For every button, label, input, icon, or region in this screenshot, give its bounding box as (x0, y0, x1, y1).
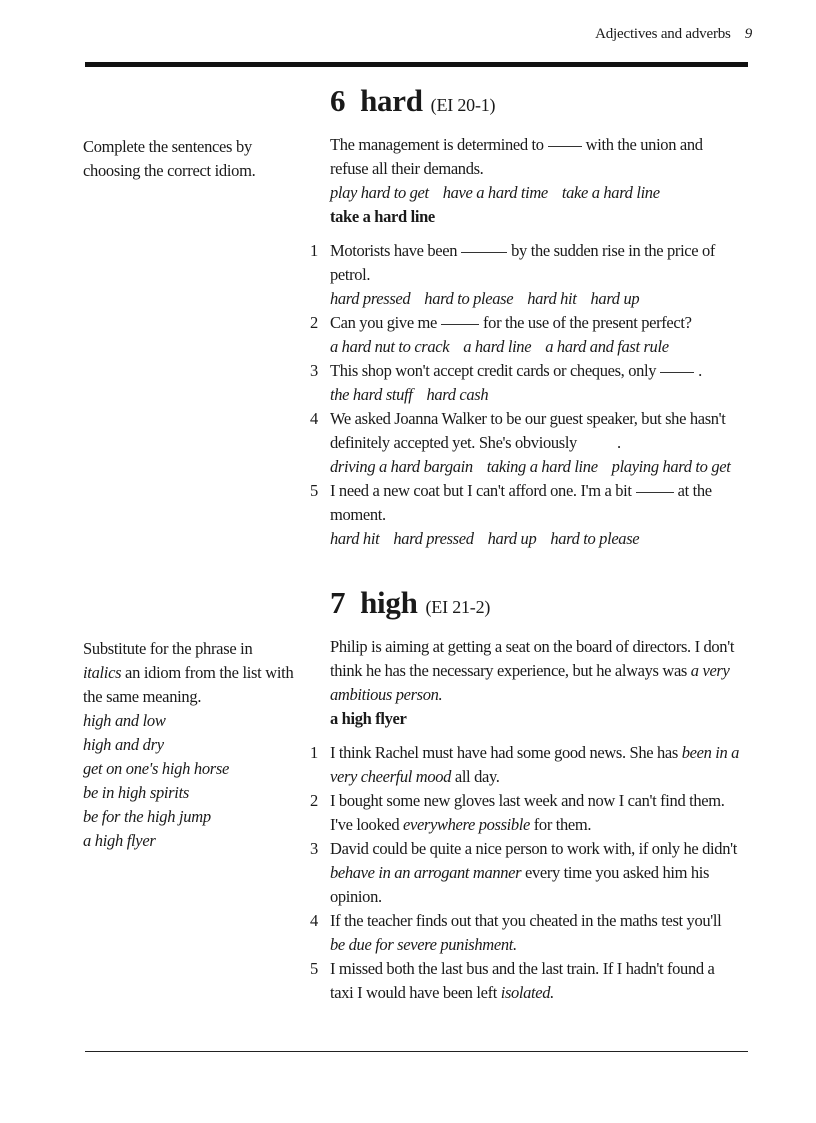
chapter-title: Adjectives and adverbs (595, 26, 731, 42)
running-header (595, 26, 752, 43)
item-number: 3 (310, 839, 318, 858)
item-number: 3 (310, 361, 318, 380)
item-options: the hard stuff hard cash (330, 385, 489, 404)
exercise-item-5: 5 I missed both the last bus and the last train. If I hadn't found a taxi I would have been left isolated. (310, 959, 715, 1002)
section-6-example (330, 133, 750, 229)
answer-blank (461, 252, 507, 253)
idiom-list-item: a high flyer (83, 831, 156, 850)
exercise-item-2: 2 I bought some new gloves last week and now I can't find them. I've looked everywhere possible for them. (310, 791, 725, 834)
exercise-item-5: 5 I need a new coat but I can't afford one. I'm a bit at the moment. hard hit hard pressed hard up hard to please (330, 479, 760, 551)
idiom-list-item: get on one's high horse (83, 759, 230, 778)
option: take a hard line (561, 183, 660, 202)
answer-blank (636, 492, 674, 493)
section-7-ref: (EI 21-2) (425, 597, 491, 617)
item-number: 1 (310, 743, 318, 762)
instruction-line: Complete the sentences by (83, 137, 252, 156)
section-7-number: 7 (330, 585, 346, 620)
example-line: think he has the necessary experience, but he always was a very (330, 661, 730, 680)
example-line: The management is determined to with the union and (330, 135, 703, 154)
exercise-item-3: 3 This shop won't accept credit cards or cheques, only . the hard stuff hard cash (330, 359, 760, 407)
section-7-example (330, 635, 750, 731)
answer-blank (660, 372, 694, 373)
exercise-item-3: 3 David could be quite a nice person to work with, if only he didn't behave in an arrogant manner every time you asked him his opinion. (310, 839, 737, 906)
section-7-word: high (360, 585, 418, 620)
option: have a hard time (442, 183, 548, 202)
item-number: 4 (310, 911, 318, 930)
example-answer: take a hard line (330, 207, 435, 226)
instruction-line: Substitute for the phrase in (83, 639, 253, 658)
exercise-item-1: 1 Motorists have been by the sudden rise in the price of petrol. hard pressed hard to please hard hit hard up (330, 239, 760, 311)
option: play hard to get (330, 183, 429, 202)
example-answer: a high flyer (330, 709, 407, 728)
item-number: 2 (310, 313, 318, 332)
instruction-line: choosing the correct idiom. (83, 161, 256, 180)
item-number: 1 (310, 241, 318, 260)
item-options: driving a hard bargain taking a hard line playing hard to get (330, 457, 731, 476)
page-number: 9 (744, 26, 752, 42)
idiom-list (83, 709, 308, 853)
exercise-item-2: 2 Can you give me for the use of the present perfect? a hard nut to crack a hard line a hard and fast rule (330, 311, 760, 359)
instruction-line: italics an idiom from the list with (83, 663, 294, 682)
item-number: 4 (310, 409, 318, 428)
example-line: ambitious person. (330, 685, 443, 704)
answer-blank (441, 324, 479, 325)
section-7-instruction (83, 637, 308, 853)
section-6-word: hard (360, 83, 423, 118)
answer-blank (548, 146, 582, 147)
section-6-instruction (83, 135, 308, 183)
idiom-list-item: high and low (83, 711, 166, 730)
section-7-title (330, 585, 490, 621)
idiom-list-item: be for the high jump (83, 807, 211, 826)
item-number: 5 (310, 959, 318, 978)
instruction-line: the same meaning. (83, 687, 202, 706)
example-line: refuse all their demands. (330, 159, 484, 178)
idiom-list-item: be in high spirits (83, 783, 189, 802)
item-options: hard pressed hard to please hard hit hard up (330, 289, 640, 308)
item-number: 5 (310, 481, 318, 500)
example-line: Philip is aiming at getting a seat on the board of directors. I don't (330, 637, 735, 656)
top-rule (85, 62, 748, 67)
section-6-ref: (EI 20-1) (430, 95, 496, 115)
example-options (330, 181, 750, 205)
item-number: 2 (310, 791, 318, 810)
exercise-item-4: 4 We asked Joanna Walker to be our guest speaker, but she hasn't definitely accepted yet. She's obviously . driving a hard bargain taking a hard line playing hard to get (330, 407, 760, 479)
item-options: a hard nut to crack a hard line a hard and fast rule (330, 337, 669, 356)
item-options: hard hit hard pressed hard up hard to please (330, 529, 640, 548)
section-6-number: 6 (330, 83, 346, 118)
exercise-item-4: 4 If the teacher finds out that you cheated in the maths test you'll be due for severe punishment. (310, 911, 722, 954)
section-7-items (310, 741, 760, 1005)
idiom-list-item: high and dry (83, 735, 164, 754)
bottom-rule (85, 1051, 748, 1052)
exercise-item-1: 1 I think Rachel must have had some good news. She has been in a very cheerful mood all day. (310, 743, 740, 786)
section-6-items (310, 239, 760, 551)
section-6-title (330, 83, 495, 119)
